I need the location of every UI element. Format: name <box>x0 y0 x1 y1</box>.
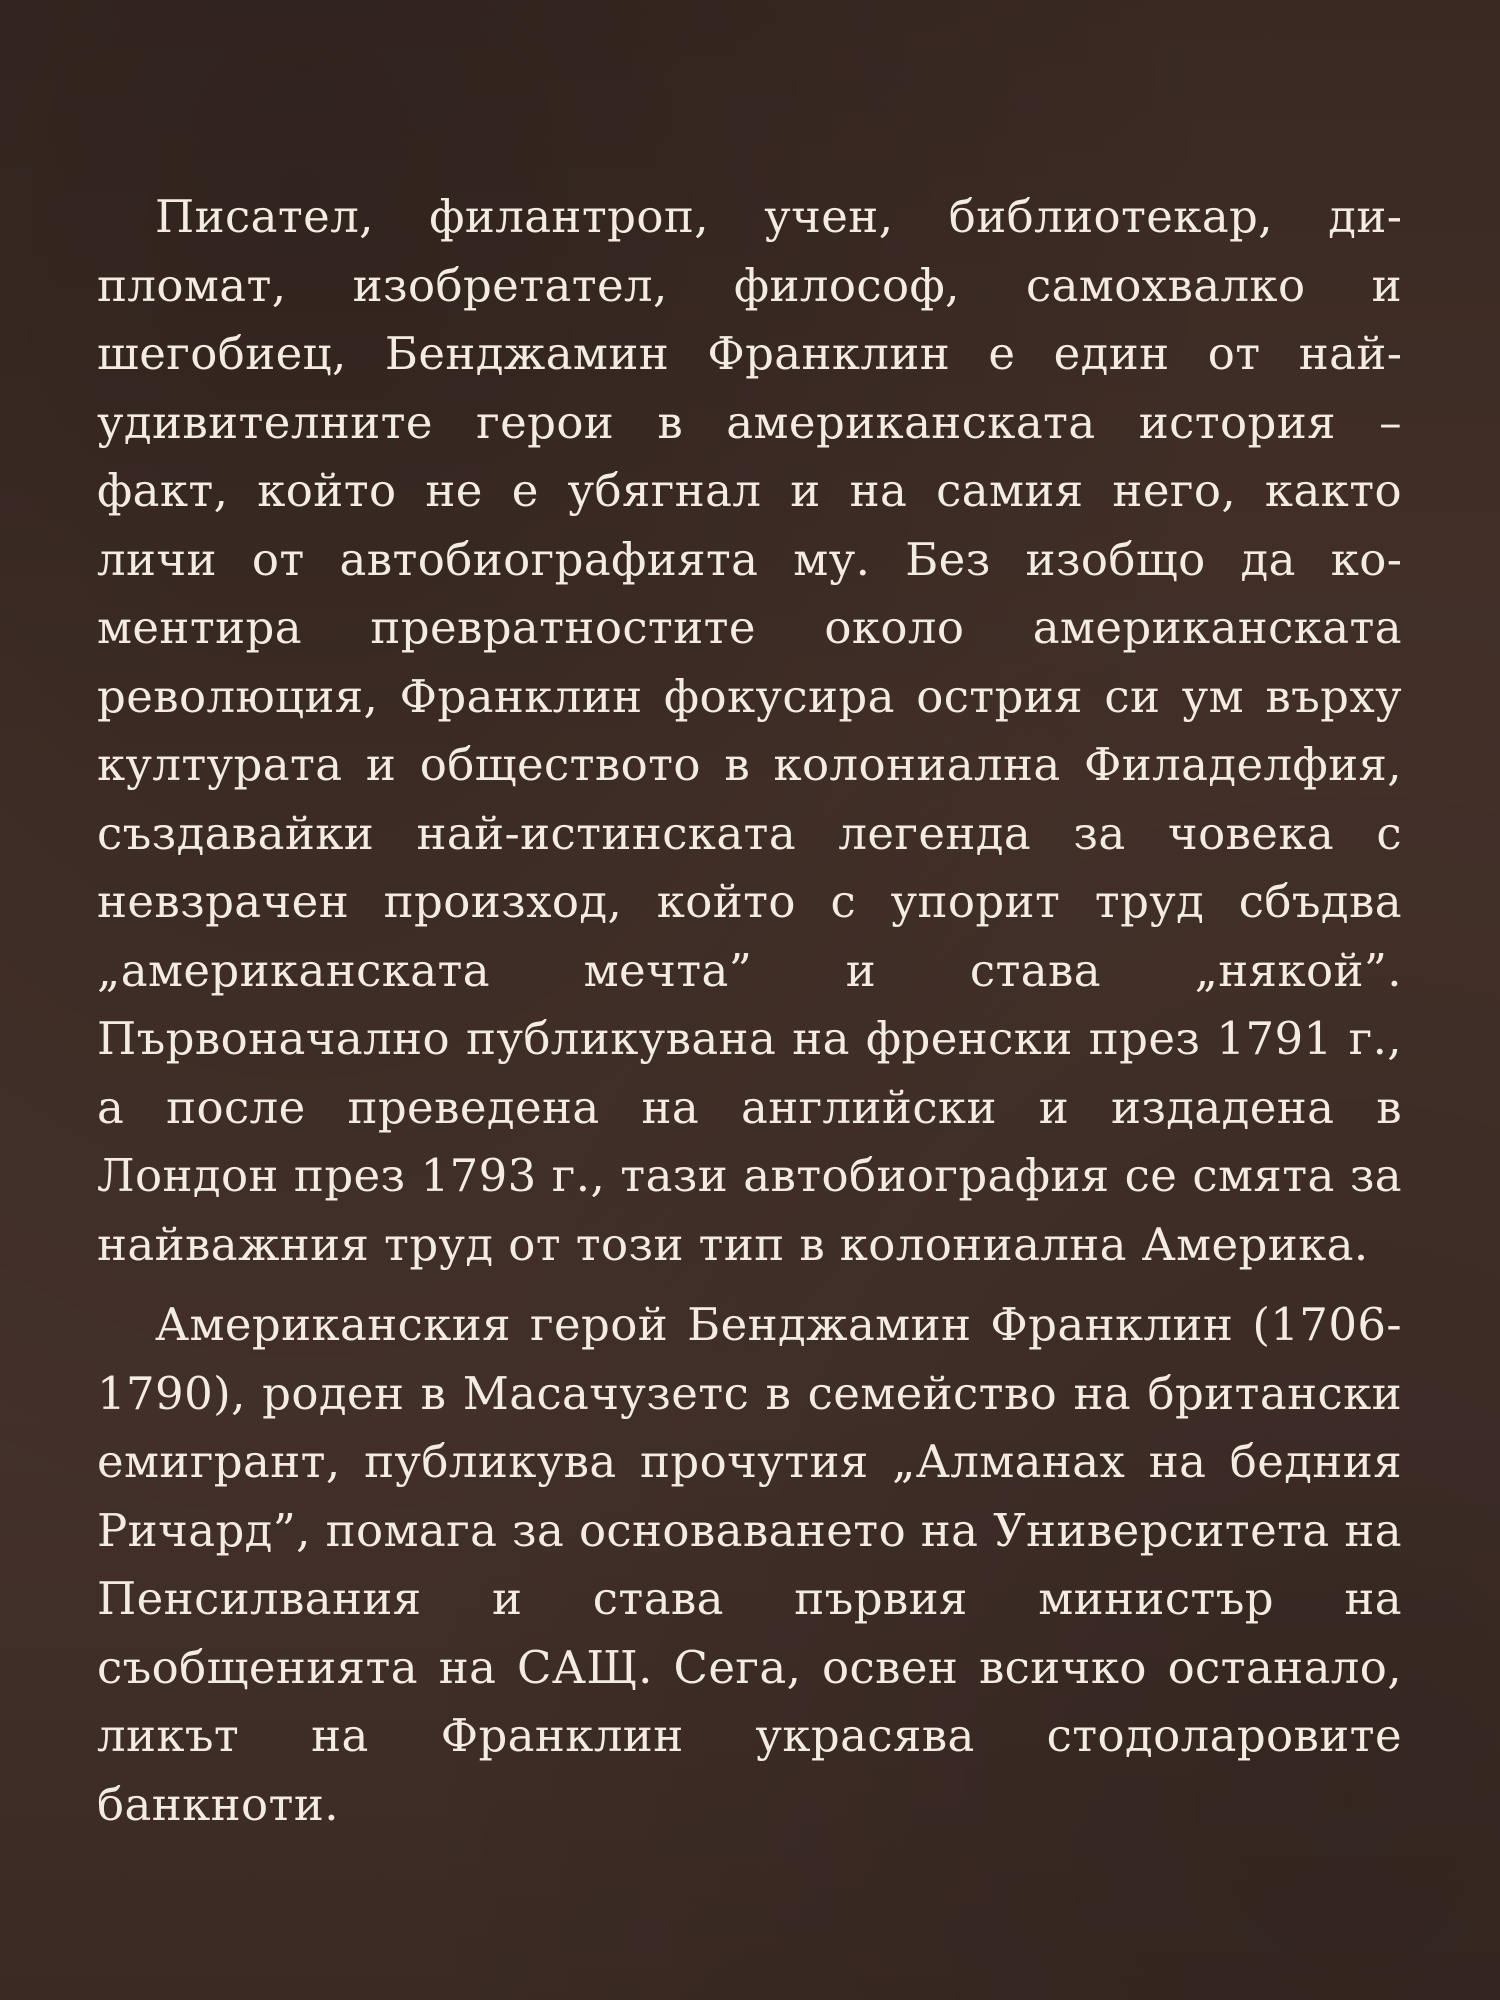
blurb-text <box>97 183 1402 1839</box>
blurb-paragraph-1: Писател, филантроп, учен, библиотекар, дипломат, изобретател, философ, самохвалко и шегобиец, Бенджамин Франклин е един от найудивителните герои в американската история – факт, който не е убягнал и на самия него, както личи от автобиографията му. Без изобщо да коментира превратностите около американската революция, Франклин фокусира острия си ум върху културата и обществото в колониална Филаделфия, създавайки най-истинската легенда за човека с невзрачен произход, който с упорит труд сбъдва „американската мечта” и става „някой”. Първоначално публикувана на френски през 1791 г., а после преведена на английски и издадена в Лондон през 1793 г., тази автобиография се смята за найважния труд от този тип в колониална Америка. <box>97 190 1402 1271</box>
blurb-paragraph-2: Американския герой Бенджамин Франклин (1706-1790), роден в Масачузетс в семейство на британски емигрант, публикува прочутия „Алманах на бедния Ричард”, помага за основаването на Университета на Пенсилвания и става първия министър на съобщенията на САЩ. Сега, освен всичко останало, ликът на Франклин украсява стодоларовите банкноти. <box>97 1298 1402 1831</box>
